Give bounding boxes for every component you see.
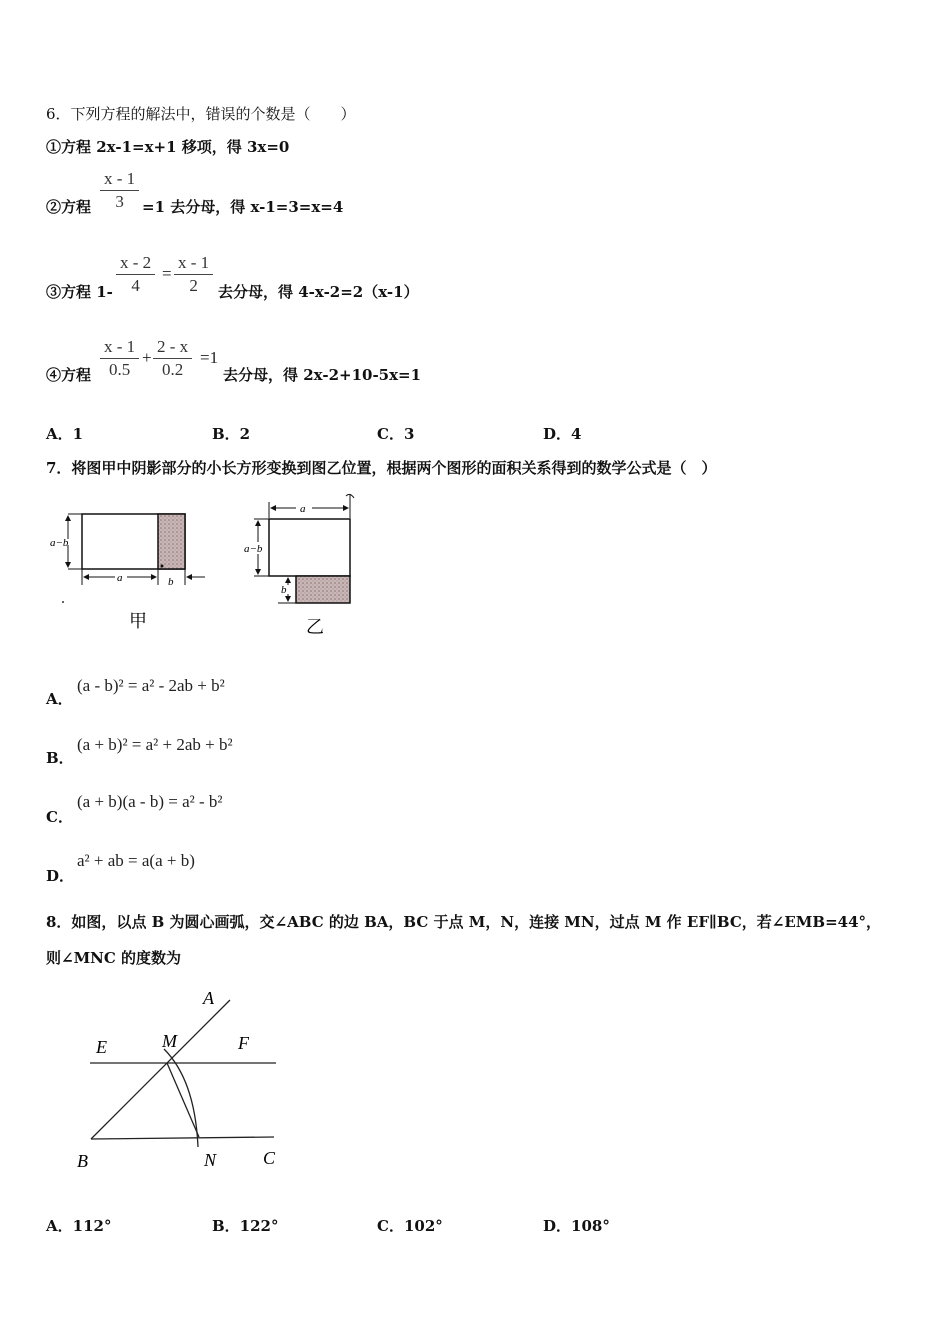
q7-jia-label-a-minus-b: a−b: [50, 537, 69, 549]
q7-jia-label-a: a: [117, 572, 123, 584]
q8-label-m: M: [162, 1031, 177, 1051]
q7-yi-label-b: b: [281, 584, 287, 596]
q8-figure: [70, 985, 300, 1175]
q7-yi-label-a-minus-b: a−b: [244, 543, 263, 555]
q7-option-c-formula: (a + b)(a - b) = a² - b²: [77, 792, 223, 811]
q6-option-a: A．1: [46, 425, 84, 443]
q8-stem-line-2: 则∠MNC 的度数为: [46, 949, 182, 967]
q7-option-b-formula: (a + b)² = a² + 2ab + b²: [77, 735, 233, 754]
q6-item-3-fraction-1: $\frac{x - 2}{4}$: [116, 252, 155, 297]
q8-option-b: B．122°: [212, 1217, 279, 1235]
q6-option-d: D．4: [543, 425, 582, 443]
q8-stem-line-1: 8．如图，以点 B 为圆心画弧，交∠ABC 的边 BA，BC 于点 M，N，连接 MN，过点 M 作 EF∥BC，若∠EMB=44°，: [46, 913, 882, 931]
q6-item-4-fraction-1: $\frac{x - 1}{0.5}$: [100, 336, 139, 381]
q7-figure-jia: [40, 495, 220, 645]
q8-label-f: F: [238, 1033, 249, 1053]
q7-jia-label-b: b: [168, 576, 174, 588]
q7-jia-caption: 甲: [129, 611, 147, 631]
q7-option-d-formula: a² + ab = a(a + b): [77, 851, 195, 870]
q7-yi-label-a: a: [300, 503, 306, 515]
q6-item-2-fraction: $\frac{x - 1}{3}$: [100, 168, 139, 213]
q7-yi-caption: 乙: [306, 617, 324, 637]
q6-item-4-fraction-2: $\frac{2 - x}{0.2}$: [153, 336, 192, 381]
q6-item-3-fraction-2: $\frac{x - 1}{2}$: [174, 252, 213, 297]
q7-option-a-formula: (a - b)² = a² - 2ab + b²: [77, 676, 225, 695]
q8-label-e: E: [96, 1037, 107, 1057]
q7-figure-yi: [238, 490, 378, 645]
q6-option-b: B．2: [212, 425, 251, 443]
q8-option-a: A．112°: [46, 1217, 112, 1235]
q8-option-d: D．108°: [543, 1217, 610, 1235]
q8-label-a: A: [203, 988, 214, 1008]
q8-option-c: C．102°: [377, 1217, 443, 1235]
q8-label-c: C: [263, 1148, 276, 1168]
q6-stem: 6．下列方程的解法中，错误的个数是（ ）: [46, 105, 356, 123]
q6-option-c: C．3: [377, 425, 415, 443]
q6-item-1: ①方程 2x-1=x+1 移项，得 3x=0: [46, 138, 290, 156]
q8-label-b: B: [77, 1151, 88, 1171]
q8-label-n: N: [204, 1150, 217, 1170]
q7-stem: 7．将图甲中阴影部分的小长方形变换到图乙位置，根据两个图形的面积关系得到的数学公式是（ ）: [46, 459, 717, 477]
